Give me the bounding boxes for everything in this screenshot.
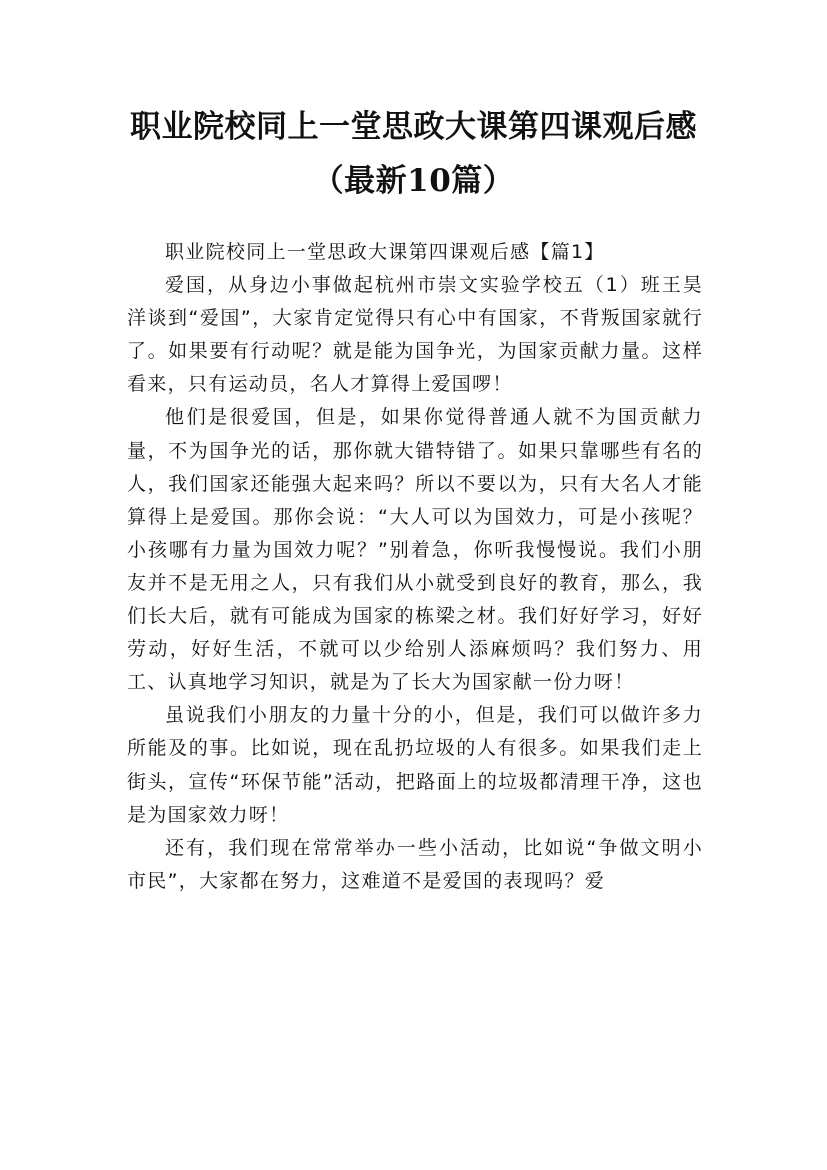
- title-line-1: 职业院校同上一堂思政大课第四课观后感: [130, 109, 697, 145]
- paragraph: 还有，我们现在常常举办一些小活动，比如说“争做文明小市民”，大家都在努力，这难道不是爱国的表现吗？爱: [127, 836, 703, 892]
- paragraph: 爱国，从身边小事做起杭州市崇文实验学校五（1）班王昊洋谈到“爱国”，大家肯定觉得只有心中有国家，不背叛国家就行了。如果要有行动呢？就是能为国争光，为国家贡献力量。这样看来，只有运动员，名人才算得上爱国啰！: [127, 274, 703, 396]
- title-line-2: （最新10篇）: [312, 163, 515, 199]
- document-title: [0, 100, 827, 208]
- document-body: [127, 236, 703, 898]
- section-heading: 职业院校同上一堂思政大课第四课观后感【篇1】: [165, 241, 605, 263]
- paragraph: 虽说我们小朋友的力量十分的小，但是，我们可以做许多力所能及的事。比如说，现在乱扔垃圾的人有很多。如果我们走上街头，宣传“环保节能”活动，把路面上的垃圾都清理干净，这也是为国家效力呀！: [127, 704, 703, 826]
- paragraph: 他们是很爱国，但是，如果你觉得普通人就不为国贡献力量，不为国争光的话，那你就大错特错了。如果只靠哪些有名的人，我们国家还能强大起来吗？所以不要以为，只有大名人才能算得上是爱国。那你会说：“大人可以为国效力，可是小孩呢？小孩哪有力量为国效力呢？”别着急，你听我慢慢说。我们小朋友并不是无用之人，只有我们从小就受到良好的教育，那么，我们长大后，就有可能成为国家的栋梁之材。我们好好学习，好好劳动，好好生活，不就可以少给别人添麻烦吗？我们努力、用工、认真地学习知识，就是为了长大为国家献一份力呀！: [127, 406, 703, 694]
